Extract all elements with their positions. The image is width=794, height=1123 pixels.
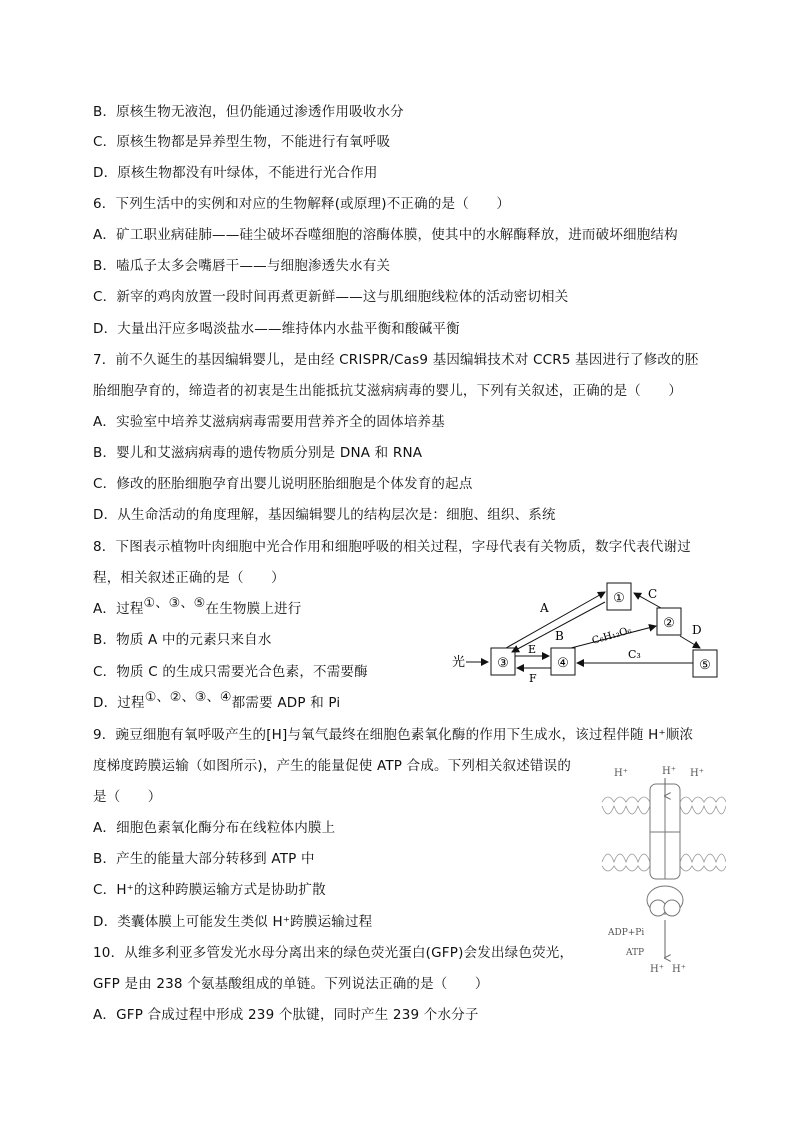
- q7-option-a: A．实验室中培养艾滋病病毒需要用营养齐全的固体培养基: [93, 414, 445, 430]
- q9-option-c: C．H⁺的这种跨膜运输方式是协助扩散: [93, 882, 326, 898]
- q9-stem-line3: 是（ ）: [93, 789, 162, 805]
- q8-option-d-prefix: D．过程: [93, 695, 145, 711]
- q8-stem-line2: 程，相关叙述正确的是（ ）: [93, 570, 285, 586]
- q8-option-a-prefix: A．过程: [93, 601, 144, 617]
- q9-option-a: A．细胞色素氧化酶分布在线粒体内膜上: [93, 820, 336, 836]
- h-top-1: H⁺: [614, 768, 628, 779]
- q10-stem-line2: GFP 是由 238 个氨基酸组成的单链。下列说法正确的是（ ）: [93, 976, 489, 992]
- q8-option-d-suffix: 都需要 ADP 和 Pi: [231, 695, 341, 711]
- photosynthesis-respiration-diagram: [448, 580, 728, 690]
- label-d: D: [692, 623, 702, 637]
- box-3-label: ③: [497, 656, 509, 671]
- label-c3: C₃: [628, 648, 641, 661]
- q5-option-d: D．原核生物都没有叶绿体，不能进行光合作用: [93, 165, 378, 181]
- q7-option-b: B．婴儿和艾滋病病毒的遗传物质分别是 DNA 和 RNA: [93, 445, 423, 461]
- h-top-3: H⁺: [690, 768, 704, 779]
- q8-option-a-suffix: 在生物膜上进行: [205, 601, 302, 617]
- h-bot-2: H⁺: [672, 964, 686, 975]
- q9-stem-line1: 9．豌豆细胞有氧呼吸产生的[H]与氧气最终在细胞色素氧化酶的作用下生成水，该过程伴随 H⁺顺浓: [93, 727, 694, 743]
- q8-option-c: C．物质 C 的生成只需要光合色素，不需要酶: [93, 664, 368, 680]
- h-top-2: H⁺: [662, 766, 676, 777]
- q6-option-c: C．新宰的鸡肉放置一段时间再煮更新鲜——这与肌细胞线粒体的活动密切相关: [93, 289, 569, 305]
- q9-stem-line2: 度梯度跨膜运输（如图所示)，产生的能量促使 ATP 合成。下列相关叙述错误的: [93, 758, 572, 774]
- q6-option-d: D．大量出汗应多喝淡盐水——维持体内水盐平衡和酸碱平衡: [93, 321, 460, 337]
- q6-option-a: A．矿工职业病硅肺——硅尘破坏吞噬细胞的溶酶体膜，使其中的水解酶释放，进而破坏细胞结构: [93, 227, 678, 243]
- q7-stem-line2: 胎细胞孕育的，缔造者的初衷是生出能抵抗艾滋病病毒的婴儿，下列有关叙述，正确的是（ ）: [93, 383, 683, 399]
- q8-option-a-process-numbers: ①、③、⑤: [143, 596, 206, 611]
- h-bot-1: H⁺: [650, 964, 664, 975]
- box-2-label: ②: [663, 616, 675, 631]
- label-e: E: [528, 643, 537, 656]
- adp-label: ADP+Pi: [608, 928, 645, 938]
- label-f: F: [529, 672, 537, 685]
- box-4-label: ④: [557, 656, 569, 671]
- q8-option-b: B．物质 A 中的元素只来自水: [93, 632, 272, 648]
- q6-stem: 6．下列生活中的实例和对应的生物解释(或原理)不正确的是（ ）: [93, 196, 511, 212]
- arrow-d: [680, 636, 700, 648]
- q10-stem-line1: 10．从维多利亚多管发光水母分离出来的绿色荧光蛋白(GFP)会发出绿色荧光，: [93, 945, 574, 961]
- label-glucose: C₆H₁₂O₆: [590, 625, 633, 647]
- label-b: B: [555, 629, 564, 643]
- atp-label: ATP: [626, 948, 645, 958]
- box-1-label: ①: [613, 591, 625, 606]
- q7-stem-line1: 7．前不久诞生的基因编辑婴儿，是由经 CRISPR/Cas9 基因编辑技术对 CCR5 基因进行了修改的胚: [93, 352, 699, 368]
- arrow-b: [512, 602, 605, 652]
- q7-option-d: D．从生命活动的角度理解，基因编辑婴儿的结构层次是：细胞、组织、系统: [93, 507, 556, 523]
- label-a: A: [540, 601, 549, 615]
- q8-option-d-process-numbers: ①、②、③、④: [144, 690, 232, 705]
- q10-option-a: A．GFP 合成过程中形成 239 个肽键，同时产生 239 个水分子: [93, 1007, 479, 1023]
- membrane-atp-synthase-diagram: [596, 762, 726, 977]
- q9-option-d: D．类囊体膜上可能发生类似 H⁺跨膜运输过程: [93, 914, 373, 930]
- q5-option-b: B．原核生物无液泡，但仍能通过渗透作用吸收水分: [93, 104, 404, 120]
- q8-stem-line1: 8．下图表示植物叶肉细胞中光合作用和细胞呼吸的相关过程，字母代表有关物质，数字代表代谢过: [93, 539, 691, 555]
- q6-option-b: B．嗑瓜子太多会嘴唇干——与细胞渗透失水有关: [93, 258, 391, 274]
- q9-option-b: B．产生的能量大部分转移到 ATP 中: [93, 851, 315, 867]
- box-5-label: ⑤: [699, 658, 711, 673]
- label-c: C: [648, 587, 658, 601]
- q8-option-a: [93, 596, 302, 619]
- q5-option-c: C．原核生物都是异养型生物，不能进行有氧呼吸: [93, 134, 391, 150]
- q8-option-d: [93, 690, 341, 713]
- light-label: 光: [452, 655, 466, 670]
- q7-option-c: C．修改的胚胎细胞孕育出婴儿说明胚胎细胞是个体发育的起点: [93, 476, 473, 492]
